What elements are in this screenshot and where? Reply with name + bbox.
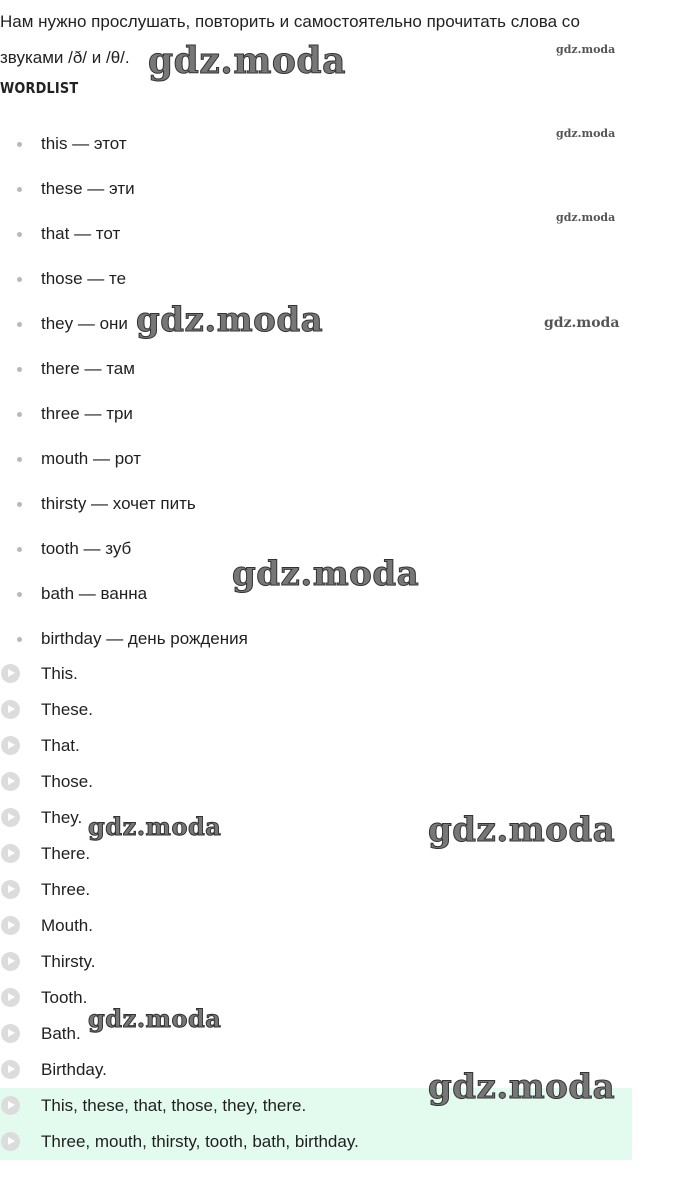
bullet-icon	[17, 187, 22, 192]
bullet-icon	[17, 322, 22, 327]
audio-text: There.	[41, 844, 91, 863]
wordlist-item	[0, 526, 248, 571]
audio-item-highlighted[interactable]	[0, 1124, 632, 1160]
play-icon[interactable]	[1, 916, 20, 935]
audio-text: Three, mouth, thirsty, tooth, bath, birthday.	[41, 1132, 359, 1151]
word-text: this — этот	[41, 134, 127, 153]
word-text: tooth — зуб	[41, 539, 132, 558]
word-text: these — эти	[41, 179, 135, 198]
intro-line-1: Нам нужно прослушать, повторить и самостоятельно прочитать слова со	[0, 12, 580, 31]
bullet-icon	[17, 412, 22, 417]
wordlist-item	[0, 346, 248, 391]
wordlist-item	[0, 211, 248, 256]
audio-text: That.	[41, 736, 80, 755]
play-icon[interactable]	[1, 1096, 20, 1115]
play-icon[interactable]	[1, 952, 20, 971]
play-icon[interactable]	[1, 772, 20, 791]
play-icon[interactable]	[1, 880, 20, 899]
word-text: mouth — рот	[41, 449, 142, 468]
word-text: they — они	[41, 314, 128, 333]
audio-item[interactable]	[0, 908, 632, 944]
word-text: there — там	[41, 359, 135, 378]
watermark: gdz.moda	[232, 554, 420, 594]
word-text: three — три	[41, 404, 133, 423]
audio-text: Thirsty.	[41, 952, 96, 971]
watermark: gdz.moda	[136, 300, 324, 340]
watermark: gdz.moda	[556, 211, 616, 224]
play-icon[interactable]	[1, 700, 20, 719]
play-icon[interactable]	[1, 1024, 20, 1043]
audio-item[interactable]	[0, 692, 632, 728]
bullet-icon	[17, 367, 22, 372]
watermark: gdz.moda	[148, 40, 346, 82]
play-icon[interactable]	[1, 844, 20, 863]
wordlist-item	[0, 256, 248, 301]
watermark: gdz.moda	[544, 315, 620, 331]
intro-line-2: звуками /ð/ и /θ/.	[0, 48, 130, 67]
audio-item[interactable]	[0, 728, 632, 764]
play-icon[interactable]	[1, 1060, 20, 1079]
audio-item[interactable]	[0, 872, 632, 908]
audio-text: These.	[41, 700, 93, 719]
watermark: gdz.moda	[428, 1067, 616, 1107]
audio-text: Tooth.	[41, 988, 88, 1007]
audio-item[interactable]	[0, 656, 632, 692]
wordlist-item	[0, 436, 248, 481]
bullet-icon	[17, 637, 22, 642]
bullet-icon	[17, 592, 22, 597]
watermark: gdz.moda	[556, 127, 616, 140]
word-text: those — те	[41, 269, 127, 288]
play-icon[interactable]	[1, 736, 20, 755]
watermark: gdz.moda	[428, 810, 616, 850]
audio-text: This.	[41, 664, 78, 683]
wordlist-heading: WORDLIST	[0, 79, 79, 97]
bullet-icon	[17, 502, 22, 507]
bullet-icon	[17, 232, 22, 237]
audio-item[interactable]	[0, 944, 632, 980]
audio-text: Bath.	[41, 1024, 81, 1043]
wordlist	[0, 121, 248, 661]
word-text: that — тот	[41, 224, 121, 243]
word-text: birthday — день рождения	[41, 629, 248, 648]
word-text: thirsty — хочет пить	[41, 494, 196, 513]
play-icon[interactable]	[1, 808, 20, 827]
watermark: gdz.moda	[556, 43, 616, 56]
audio-text: Mouth.	[41, 916, 93, 935]
audio-text: Those.	[41, 772, 93, 791]
watermark: gdz.moda	[88, 812, 222, 841]
bullet-icon	[17, 547, 22, 552]
audio-text: They.	[41, 808, 83, 827]
wordlist-item	[0, 571, 248, 616]
play-icon[interactable]	[1, 988, 20, 1007]
wordlist-item	[0, 121, 248, 166]
audio-text: This, these, that, those, they, there.	[41, 1096, 307, 1115]
audio-text: Birthday.	[41, 1060, 107, 1079]
watermark: gdz.moda	[88, 1004, 222, 1033]
wordlist-item	[0, 616, 248, 661]
wordlist-item	[0, 166, 248, 211]
wordlist-item	[0, 391, 248, 436]
bullet-icon	[17, 142, 22, 147]
word-text: bath — ванна	[41, 584, 148, 603]
bullet-icon	[17, 277, 22, 282]
play-icon[interactable]	[1, 664, 20, 683]
bullet-icon	[17, 457, 22, 462]
audio-text: Three.	[41, 880, 91, 899]
play-icon[interactable]	[1, 1132, 20, 1151]
audio-item[interactable]	[0, 764, 632, 800]
wordlist-item	[0, 481, 248, 526]
